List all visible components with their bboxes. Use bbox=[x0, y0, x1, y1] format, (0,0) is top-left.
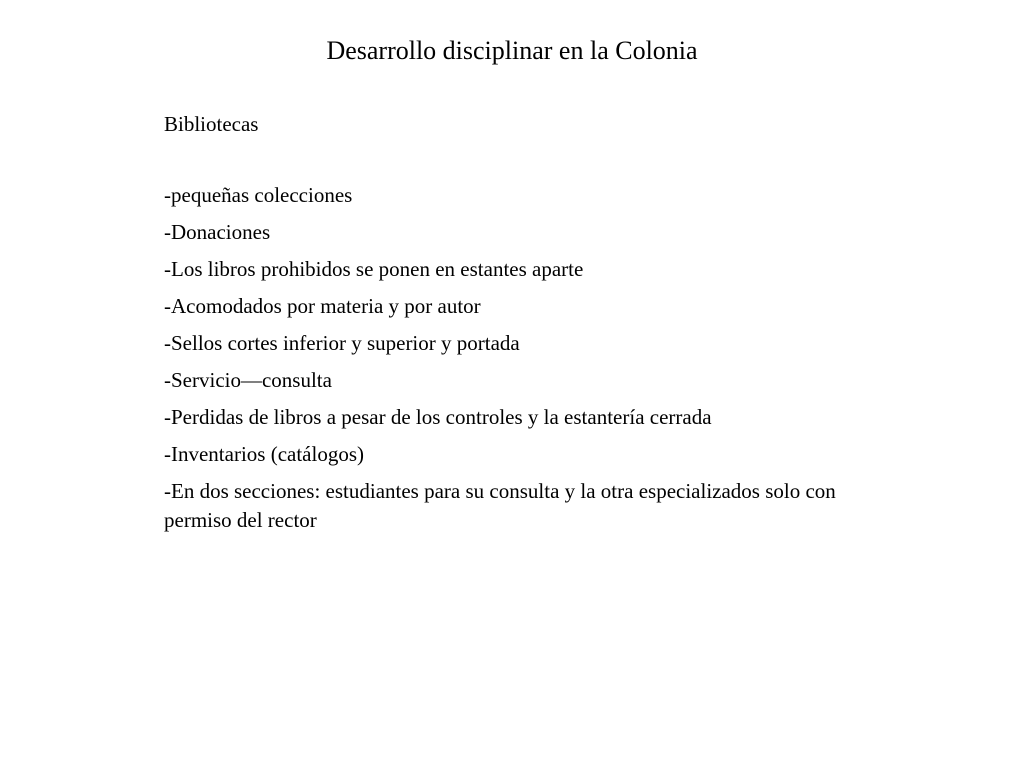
list-item: -Sellos cortes inferior y superior y portada bbox=[164, 331, 520, 355]
list-item: -Donaciones bbox=[164, 220, 271, 244]
list-item: -pequeñas colecciones bbox=[164, 183, 353, 207]
slide-title: Desarrollo disciplinar en la Colonia bbox=[326, 36, 698, 65]
slide-content bbox=[164, 109, 884, 543]
slide-subtitle: Bibliotecas bbox=[164, 112, 259, 136]
list-item: -Perdidas de libros a pesar de los controles y la estantería cerrada bbox=[164, 405, 712, 429]
list-item: -Servicio—consulta bbox=[164, 368, 332, 392]
list-item: -Acomodados por materia y por autor bbox=[164, 294, 481, 318]
bullet-list bbox=[164, 181, 884, 535]
list-item: -Los libros prohibidos se ponen en estantes aparte bbox=[164, 257, 584, 281]
list-item: -En dos secciones: estudiantes para su consulta y la otra especializados solo con permiso del rector bbox=[164, 479, 836, 532]
list-item: -Inventarios (catálogos) bbox=[164, 442, 365, 466]
